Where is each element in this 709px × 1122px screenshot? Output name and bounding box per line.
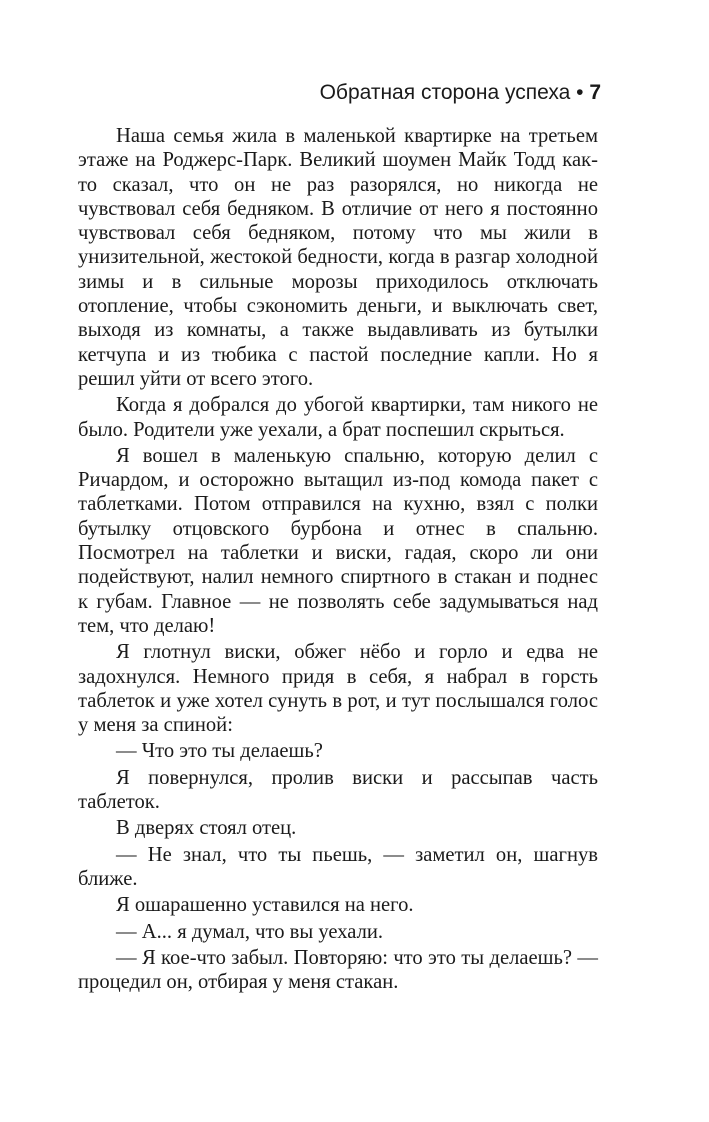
book-title: Обратная сторона успеха	[319, 81, 571, 104]
dialogue-line: — Я кое-что забыл. Повторяю: что это ты делаешь? — процедил он, отбирая у меня стакан.	[78, 946, 598, 994]
dialogue-line: — Что это ты делаешь?	[116, 740, 323, 763]
paragraph: В дверях стоял отец.	[116, 817, 297, 840]
paragraph: Я ошарашенно уставился на него.	[116, 894, 414, 917]
paragraph: Я глотнул виски, обжег нёбо и горло и едва не задохнулся. Немного придя в себя, я набрал в горсть таблеток и уже хотел сунуть в рот, и тут послышался голос у меня за спиной:	[78, 641, 598, 737]
page-number: 7	[589, 81, 601, 104]
dialogue-line: — Не знал, что ты пьешь, — заметил он, шагнув ближе.	[78, 843, 598, 890]
paragraph: Наша семья жила в маленькой квартирке на третьем этаже на Роджерс-Парк. Великий шоумен Майк Тодд как-то сказал, что он не раз разорялся, но никогда не чувствовал себя бедняком. В отличие от него я постоянно чувствовал себя бедняком, потому что мы жили в унизительной, жестокой бедности, когда в разгар холодной зимы и в сильные морозы приходилось отключать отопление, чтобы сэкономить деньги, и выключать свет, выходя из комнаты, а также выдавливать из бутылки кетчупа и из тюбика с пастой последние капли. Но я решил уйти от всего этого.	[78, 125, 598, 390]
running-header	[320, 80, 601, 106]
paragraph: Когда я добрался до убогой квартирки, там никого не было. Родители уже уехали, а брат поспешил скрыться.	[78, 394, 598, 441]
body-text	[78, 124, 598, 994]
paragraph: Я повернулся, пролив виски и рассыпав часть таблеток.	[78, 766, 598, 814]
paragraph: Я вошел в маленькую спальню, которую делил с Ричардом, и осторожно вытащил из-под комода пакет с таблетками. Потом отправился на кухню, взял с полки бутылку отцовского бурбона и отнес в спальню. Посмотрел на таблетки и виски, гадая, скоро ли они подействуют, налил немного спиртного в стакан и поднес к губам. Главное — не позволять себе задумываться над тем, что делаю!	[78, 444, 598, 637]
header-separator: •	[576, 81, 584, 104]
dialogue-line: — А... я думал, что вы уехали.	[116, 920, 384, 943]
